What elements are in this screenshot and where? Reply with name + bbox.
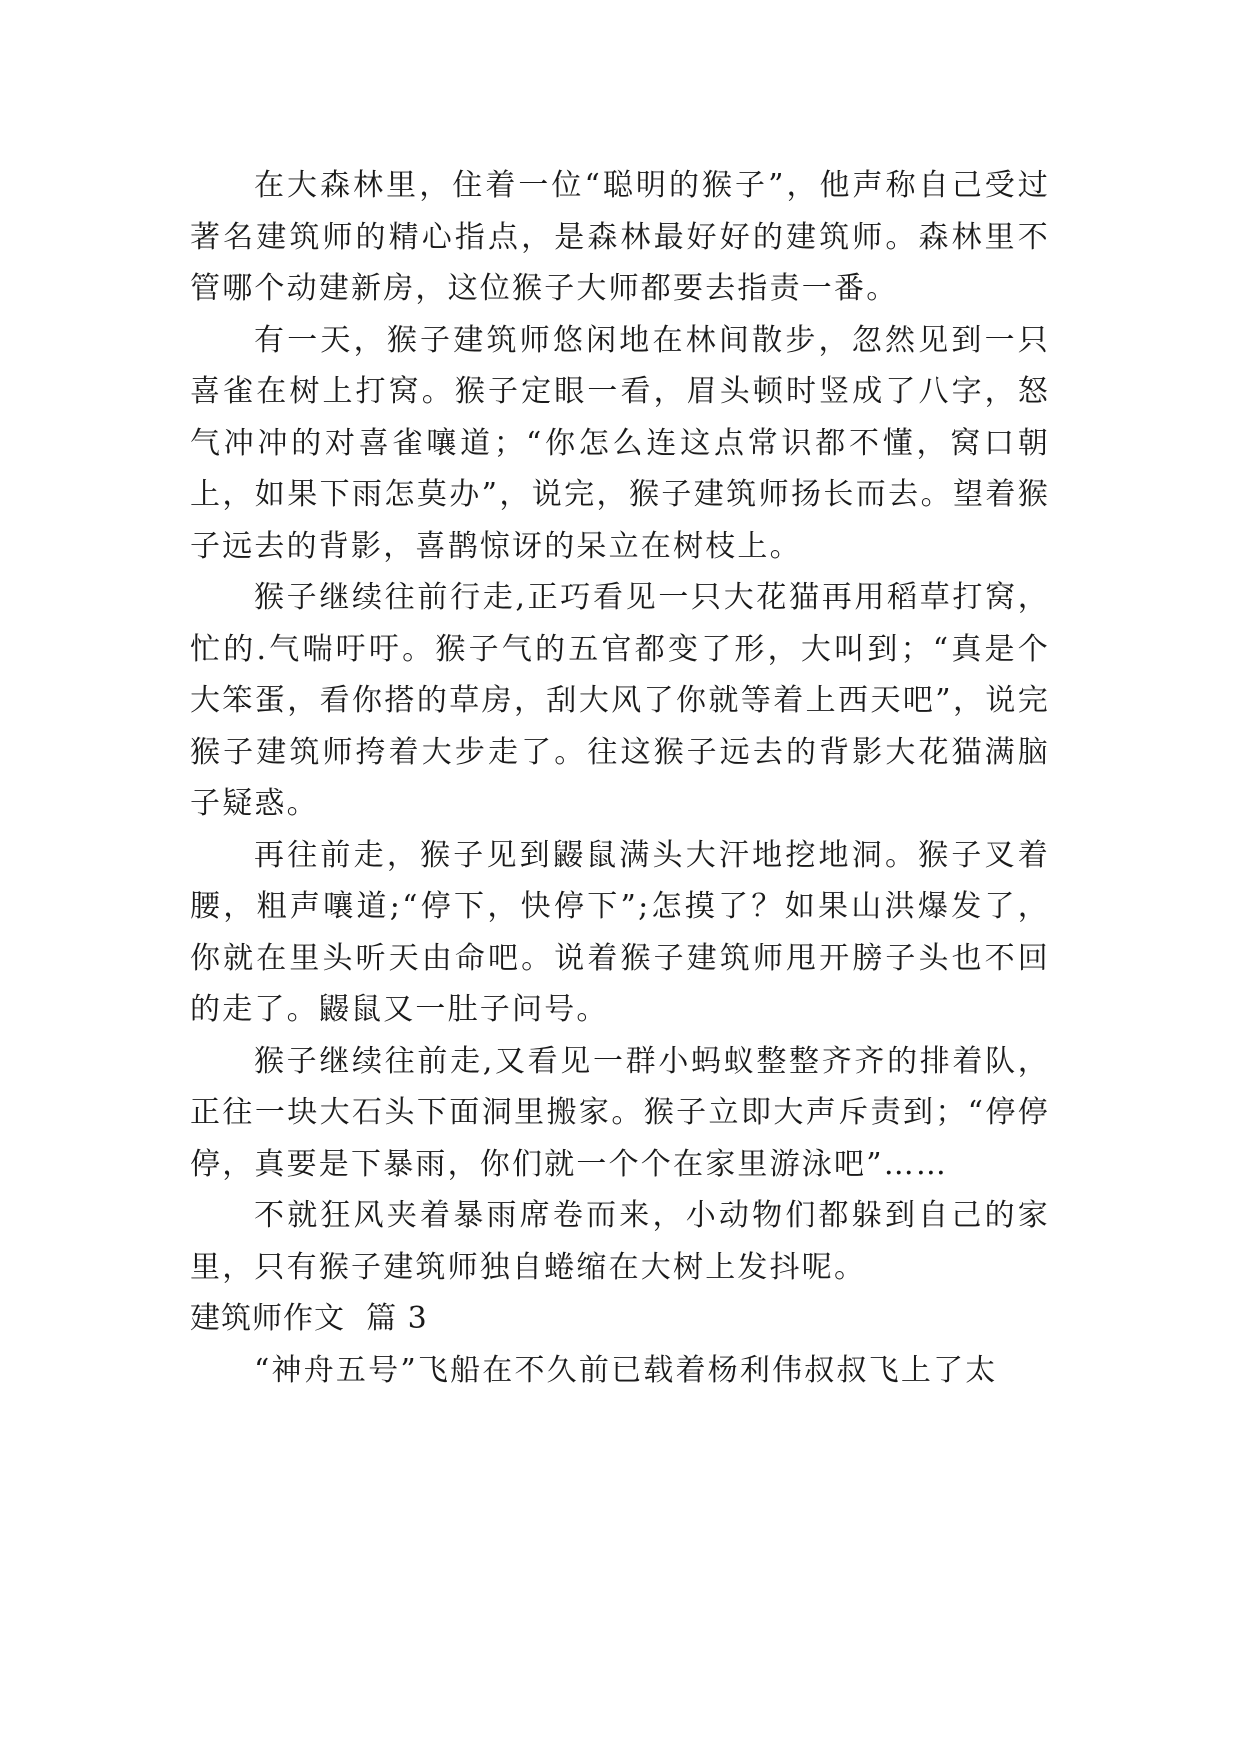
paragraph: 再往前走，猴子见到鼹鼠满头大汗地挖地洞。猴子叉着腰，粗声嚷道;“停下，快停下”;怎摸了？如果山洪爆发了，你就在里头听天由命吧。说着猴子建筑师甩开膀子头也不回的走了。鼹鼠又一肚子问号。 [190,837,1050,1027]
document-body [190,160,1050,1396]
paragraph: “神舟五号”飞船在不久前已载着杨利伟叔叔飞上了太 [254,1352,998,1388]
section-heading: 建筑师作文 篇 3 [190,1301,428,1336]
paragraph: 有一天，猴子建筑师悠闲地在林间散步，忽然见到一只喜雀在树上打窝。猴子定眼一看，眉头顿时竖成了八字，怒气冲冲的对喜雀嚷道；“你怎么连这点常识都不懂，窝口朝上，如果下雨怎莫办”，说完，猴子建筑师扬长而去。望着猴子远去的背影，喜鹊惊讶的呆立在树枝上。 [190,322,1050,564]
paragraph: 猴子继续往前行走,正巧看见一只大花猫再用稻草打窝，忙的.气喘吁吁。猴子气的五官都变了形，大叫到；“真是个大笨蛋，看你搭的草房，刮大风了你就等着上西天吧”，说完猴子建筑师挎着大步走了。往这猴子远去的背影大花猫满脑子疑惑。 [190,580,1050,821]
paragraph: 在大森林里，住着一位“聪明的猴子”，他声称自己受过著名建筑师的精心指点，是森林最好好的建筑师。森林里不管哪个动建新房，这位猴子大师都要去指责一番。 [190,168,1050,306]
paragraph: 猴子继续往前走,又看见一群小蚂蚁整整齐齐的排着队，正往一块大石头下面洞里搬家。猴子立即大声斥责到；“停停停，真要是下暴雨，你们就一个个在家里游泳吧”…… [190,1043,1050,1182]
paragraph: 不就狂风夹着暴雨席卷而来，小动物们都躲到自己的家里，只有猴子建筑师独自蜷缩在大树上发抖呢。 [190,1198,1050,1285]
